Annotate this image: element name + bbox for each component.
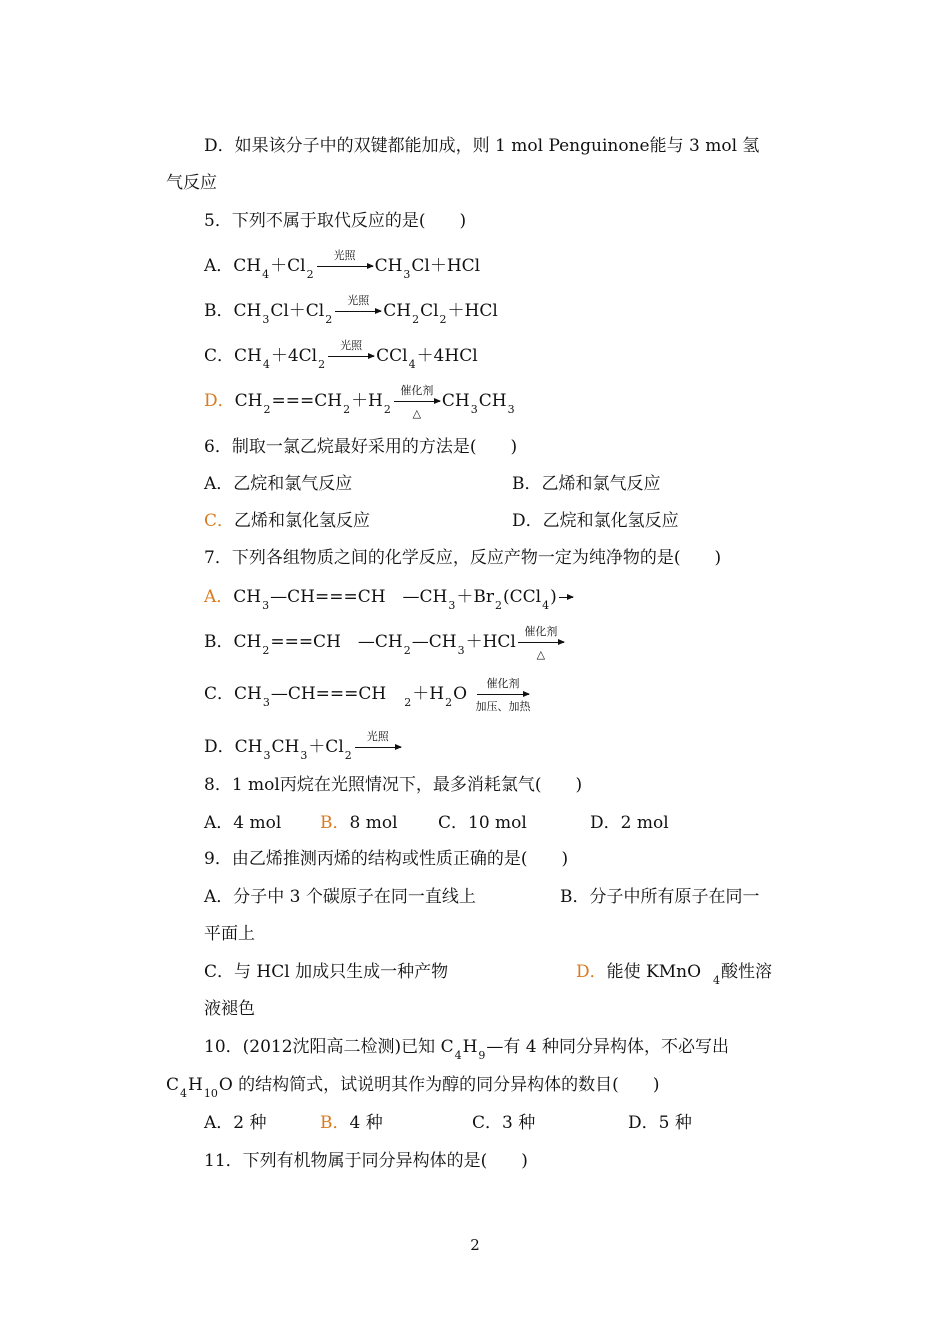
q9-option-d-cont: 液褪色 [204, 999, 255, 1019]
q9-stem: 9．由乙烯推测丙烯的结构或性质正确的是( ) [204, 849, 569, 869]
q6-option-c: C．乙烯和氯化氢反应 [204, 511, 371, 531]
q5-option-c: C．$CH_4+4Cl_2$ 光照 CCl$_4$＋4HCl [204, 339, 478, 371]
q9-option-b: B．分子中所有原子在同一 [560, 887, 760, 907]
q9-option-a: A．分子中 3 个碳原子在同一直线上 [204, 887, 476, 907]
q9-option-d: D．能使 KMnO $_4$酸性溶 [576, 962, 773, 987]
q6-option-b: B．乙烯和氯气反应 [512, 474, 661, 494]
q6-option-d: D．乙烷和氯化氢反应 [512, 511, 679, 531]
q11-stem: 11．下列有机物属于同分异构体的是( ) [204, 1151, 528, 1171]
q5-option-a: A．$CH_4+Cl_2$ 光照 $CH_3Cl+HCl$ [204, 249, 481, 281]
q10-option-b: B．4 种 [320, 1113, 383, 1133]
q7-stem: 7．下列各组物质之间的化学反应，反应产物一定为纯净物的是( ) [204, 548, 722, 568]
q9-option-b-cont: 平面上 [204, 924, 255, 944]
q8-option-b: B．8 mol [320, 813, 398, 833]
q10-option-d: D．5 种 [628, 1113, 692, 1133]
q5-option-b: B．$CH_3Cl+Cl_2$ 光照 $CH_2Cl_2+HCl$ [204, 294, 498, 326]
q7-option-b: B．$CH_2===CH$ $—CH_2—CH_3+HCl$ 催化剂 △ [204, 631, 566, 655]
q10-option-c: C．3 种 [472, 1113, 536, 1133]
q7-option-c: C．$CH_3—CH===CH$ $_2+H_2O$ 催化剂 加压、加热 [204, 677, 531, 713]
q6-stem: 6．制取一氯乙烷最好采用的方法是( ) [204, 437, 518, 457]
q5-stem: 5．下列不属于取代反应的是( ) [204, 211, 467, 231]
q7-option-a: A．$CH_3—CH===CH$ $—CH_3+Br_2(CCl_4)$ [204, 586, 575, 610]
q8-option-c: C．10 mol [438, 813, 527, 833]
q4-option-d: D．如果该分子中的双键都能加成，则 1 mol Penguinone能与 3 mol 氢 [204, 136, 760, 156]
q10-stem: 10．(2012沈阳高二检测)已知 $C_4H_9—$有 4 种同分异构体，不必写出 [204, 1037, 730, 1062]
page-number: 2 [470, 1236, 480, 1254]
q5-option-d: D．$CH_2===CH_2+H_2$ 催化剂 △ $CH_3CH_3$ [204, 384, 515, 420]
q10-stem-cont: $C_4H_{10}O$ 的结构简式，试说明其作为醇的同分异构体的数目( ) [166, 1075, 660, 1100]
q10-option-a: A．2 种 [204, 1113, 267, 1133]
q6-option-a: A．乙烷和氯气反应 [204, 474, 353, 494]
q9-option-c: C．与 HCl 加成只生成一种产物 [204, 962, 449, 982]
q8-stem: 8．1 mol丙烷在光照情况下，最多消耗氯气( ) [204, 775, 583, 795]
q8-option-d: D．2 mol [590, 813, 669, 833]
q4-option-d-cont: 气反应 [166, 173, 217, 193]
q7-option-d: D．$CH_3CH_3+Cl_2$ 光照 [204, 736, 403, 760]
q8-option-a: A．4 mol [204, 813, 282, 833]
